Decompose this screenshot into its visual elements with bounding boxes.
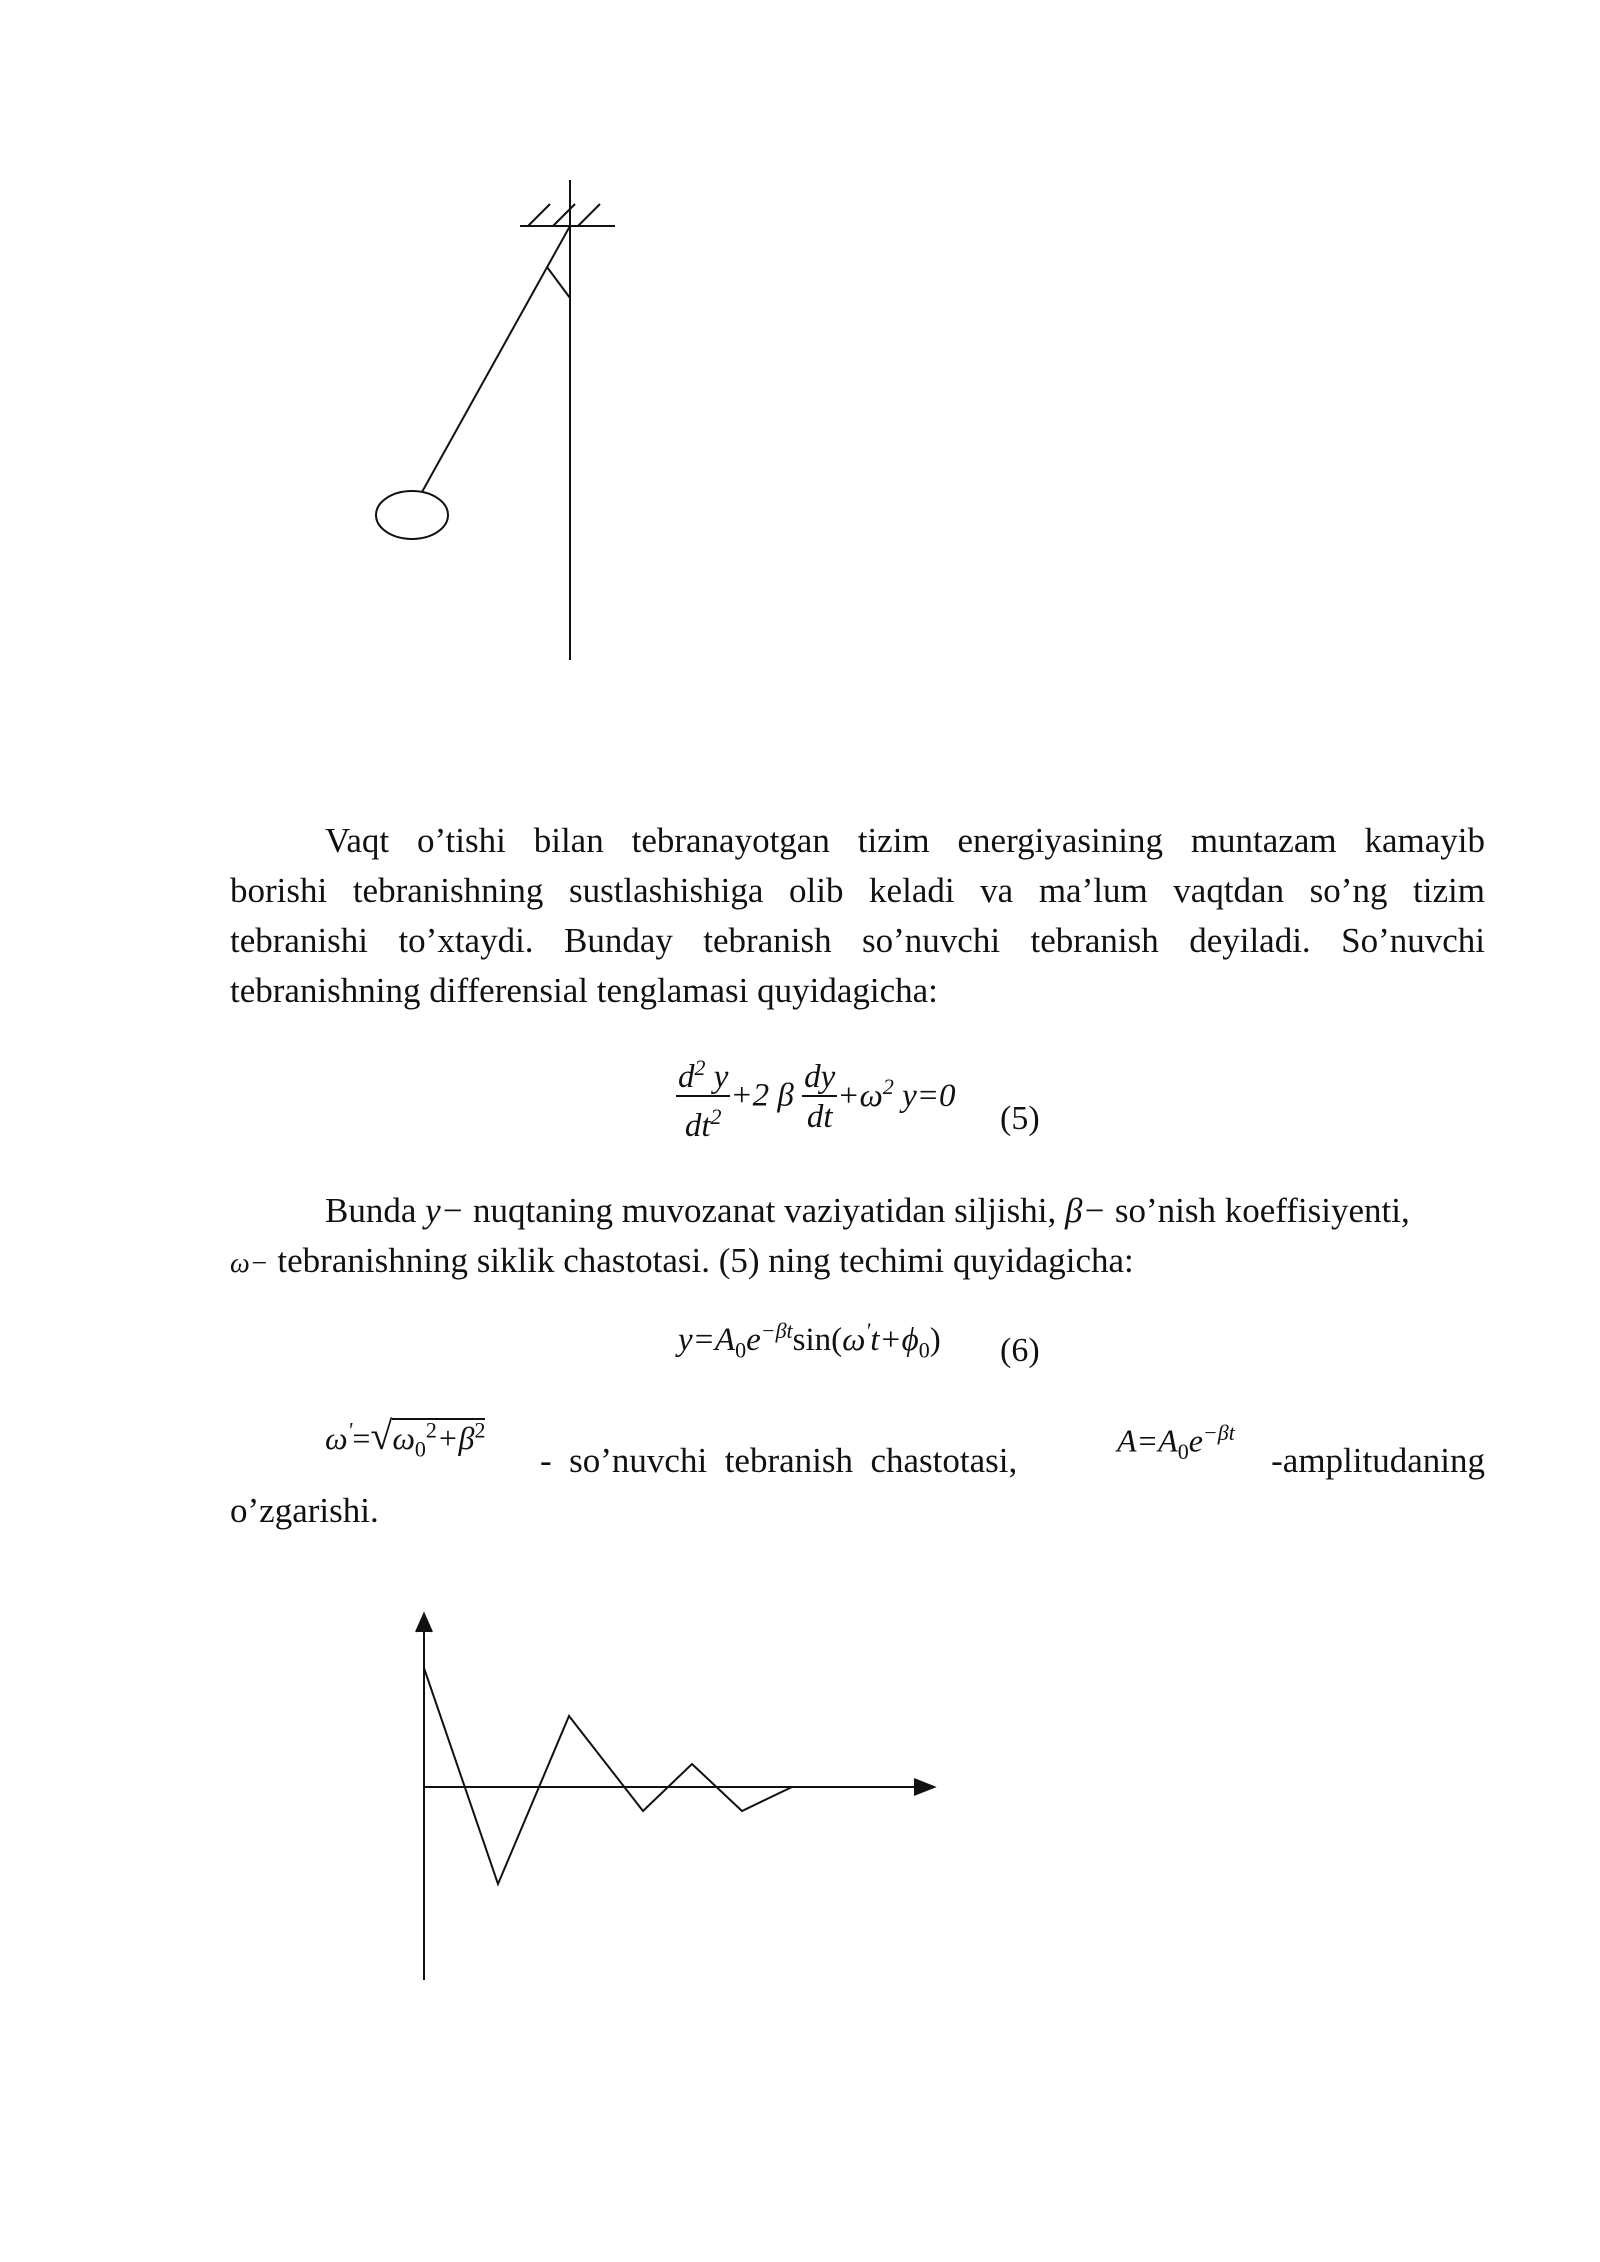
- equation-6: $y=A_0e^{-\beta t}\sin(\omega't+\phi_0)$: [678, 1318, 941, 1363]
- paragraph-line: tebranishning differensial tenglamasi quyidagicha:: [230, 971, 938, 1010]
- pendulum-bob: [376, 491, 448, 539]
- equation-5: [676, 1050, 956, 1146]
- paragraph-frequency-text: - so’nuvchi tebranish chastotasi,: [540, 1441, 1018, 1480]
- paragraph-line: Vaqt o’tishi bilan tebranayotgan tizim energiyasining muntazam kamayib: [325, 821, 1485, 860]
- paragraph-line: borishi tebranishning sustlashishiga olib keladi va ma’lum vaqtdan so’ng tizim: [230, 871, 1485, 910]
- pendulum-diagram: [360, 170, 640, 670]
- fraction-dy-dt: $\frac{dy}{dt}$: [804, 1059, 836, 1135]
- paragraph-symbols-line-2: ω− tebranishning siklik chastotasi. (5) ning techimi quyidagicha:: [230, 1241, 1134, 1280]
- equation-5-number: (5): [1000, 1100, 1040, 1137]
- formula-amplitude: $A=A_0e^{-\beta t}$: [1117, 1420, 1235, 1465]
- equation-6-number: (6): [1000, 1332, 1040, 1369]
- pendulum-angle-mark: [547, 267, 570, 298]
- fraction-d2y-dt2: $\frac{d^2 y}{dt^2}$: [676, 1050, 730, 1146]
- pendulum-string: [422, 226, 570, 492]
- damped-oscillation-graph: [400, 1600, 960, 2000]
- symbol-beta: β−: [1065, 1191, 1107, 1230]
- equation-5-tail: $+\omega^2$ y=0: [837, 1073, 956, 1114]
- symbol-omega: ω−: [230, 1248, 269, 1279]
- pendulum-hatch: [553, 204, 575, 226]
- equation-5-middle: +2 β: [730, 1077, 794, 1114]
- graph-y-axis-arrow: [416, 1614, 432, 1632]
- paragraph-change-text: o’zgarishi.: [230, 1491, 379, 1530]
- pendulum-hatch: [528, 204, 550, 226]
- paragraph-damped-oscillation-intro: [230, 816, 1485, 1016]
- graph-x-axis-arrow: [914, 1779, 934, 1795]
- paragraph-line: tebranishi to’xtaydi. Bunday tebranish so’nuvchi tebranish deyiladi. So’nuvchi: [230, 921, 1485, 960]
- paragraph-amplitude-text: -amplitudaning: [1271, 1441, 1485, 1480]
- symbol-y: y−: [425, 1191, 465, 1230]
- pendulum-hatch: [578, 204, 600, 226]
- formula-omega-prime: $\omega'=√\omega_0^2+\beta^2$: [325, 1413, 486, 1462]
- paragraph-symbols-line-1: Bunda y− nuqtaning muvozanat vaziyatidan siljishi, β− so’nish koeffisiyenti,: [325, 1191, 1410, 1230]
- graph-damped-curve: [424, 1668, 792, 1884]
